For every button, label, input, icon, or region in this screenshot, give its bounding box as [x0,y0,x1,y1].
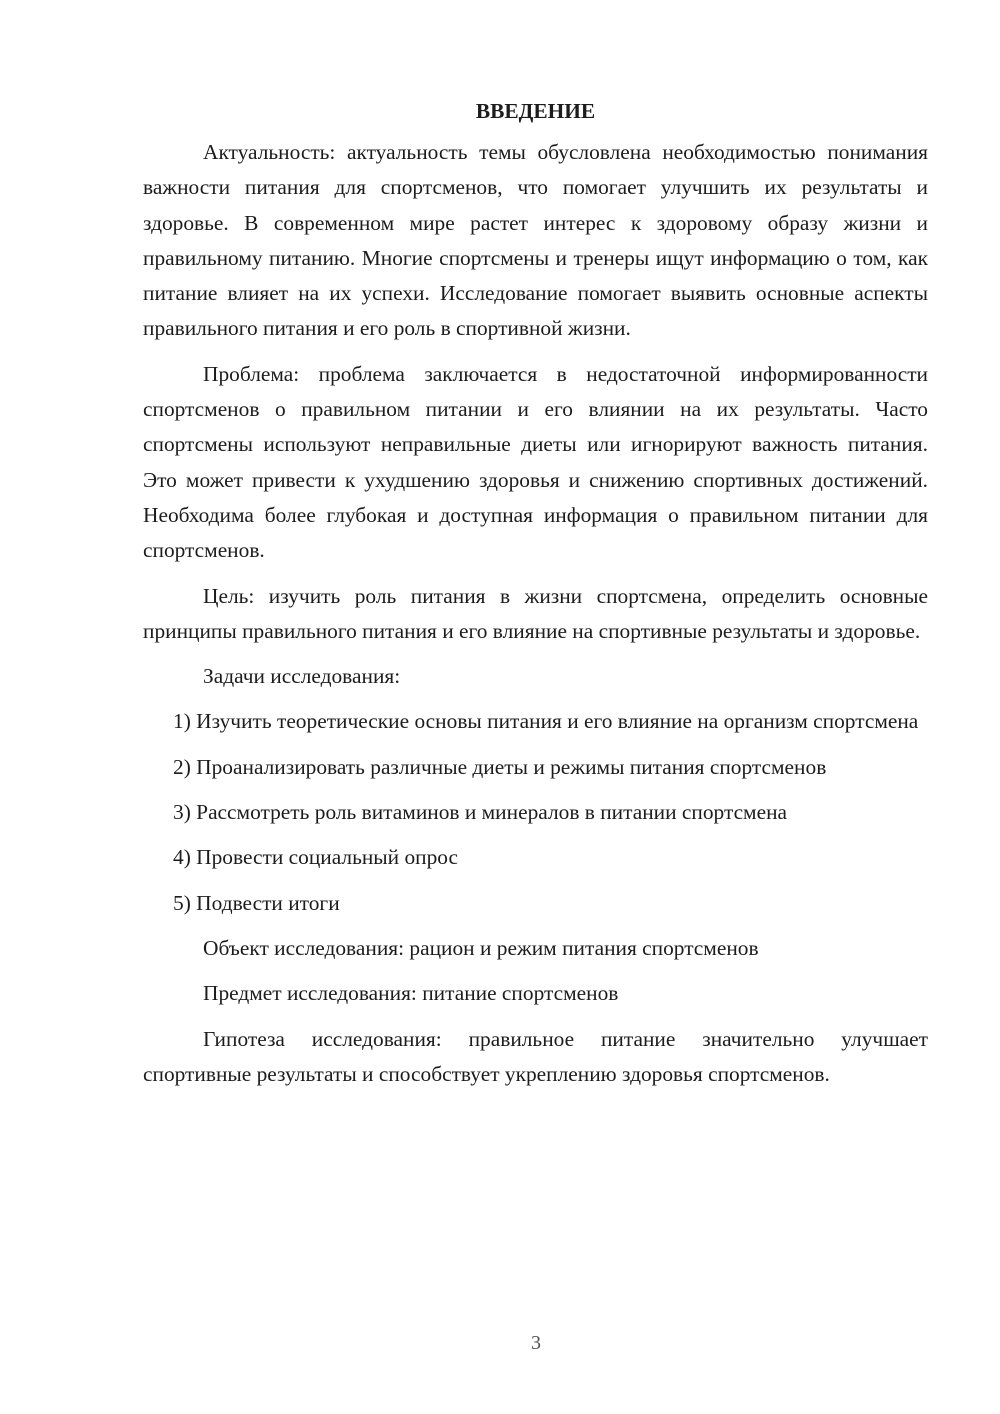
task-item-2: 2) Проанализировать различные диеты и режимы питания спортсменов [173,754,827,779]
task-item-5: 5) Подвести итоги [173,890,340,915]
task-item-1: 1) Изучить теоретические основы питания и его влияние на организм спортсмена [173,709,919,734]
research-subject: Предмет исследования: питание спортсменов [203,981,619,1006]
goal-paragraph: Цель: изучить роль питания в жизни спортсмена, определить основные принципы правильного питания и его влияние на спортивные результаты и здоровье. [143,583,928,643]
problem-paragraph: Проблема: проблема заключается в недостаточной информированности спортсменов о правильном питании и его влиянии на их результаты. Часто спортсмены используют неправильные диеты или игнорируют важность питания. Это может привести к ухудшению здоровья и снижению спортивных достижений. Необходима более глубокая и доступная информация о правильном питании для спортсменов. [143,361,928,563]
page-title: ВВЕДЕНИЕ [475,99,596,123]
relevance-paragraph: Актуальность: актуальность темы обусловлена необходимостью понимания важности питания для спортсменов, что помогает улучшить их результаты и здоровье. В современном мире растет интерес к здоровому образу жизни и правильному питанию. Многие спортсмены и тренеры ищут информацию о том, как питание влияет на их успехи. Исследование помогает выявить основные аспекты правильного питания и его роль в спортивной жизни. [143,140,928,341]
tasks-heading: Задачи исследования: [203,664,401,689]
task-item-3: 3) Рассмотреть роль витаминов и минералов в питании спортсмена [173,800,788,825]
document-page [143,94,928,1102]
task-item-4: 4) Провести социальный опрос [173,845,459,870]
research-object: Объект исследования: рацион и режим питания спортсменов [203,935,759,960]
hypothesis-paragraph: Гипотеза исследования: правильное питание значительно улучшает спортивные результаты и способствует укреплению здоровья спортсменов. [143,1026,928,1086]
page-number: 3 [531,1332,541,1354]
